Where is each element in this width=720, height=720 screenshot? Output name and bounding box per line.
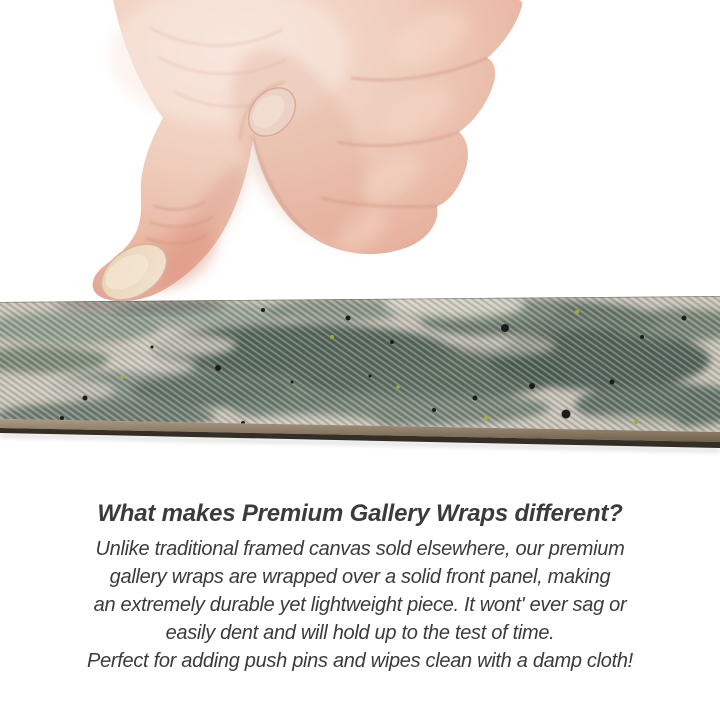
info-line: an extremely durable yet lightweight piece. It wont' ever sag or (93, 594, 627, 616)
info-line: gallery wraps are wrapped over a solid front panel, making (109, 566, 611, 588)
info-heading: What makes Premium Gallery Wraps different? (97, 500, 623, 527)
info-line: Unlike traditional framed canvas sold elsewhere, our premium (95, 538, 625, 560)
canvas-edge-photo (0, 290, 720, 462)
marketing-copy (0, 500, 720, 675)
info-line: easily dent and will hold up to the test of time. (165, 622, 555, 644)
info-line: Perfect for adding push pins and wipes clean with a damp cloth! (87, 650, 633, 672)
hand-photo (0, 0, 720, 312)
